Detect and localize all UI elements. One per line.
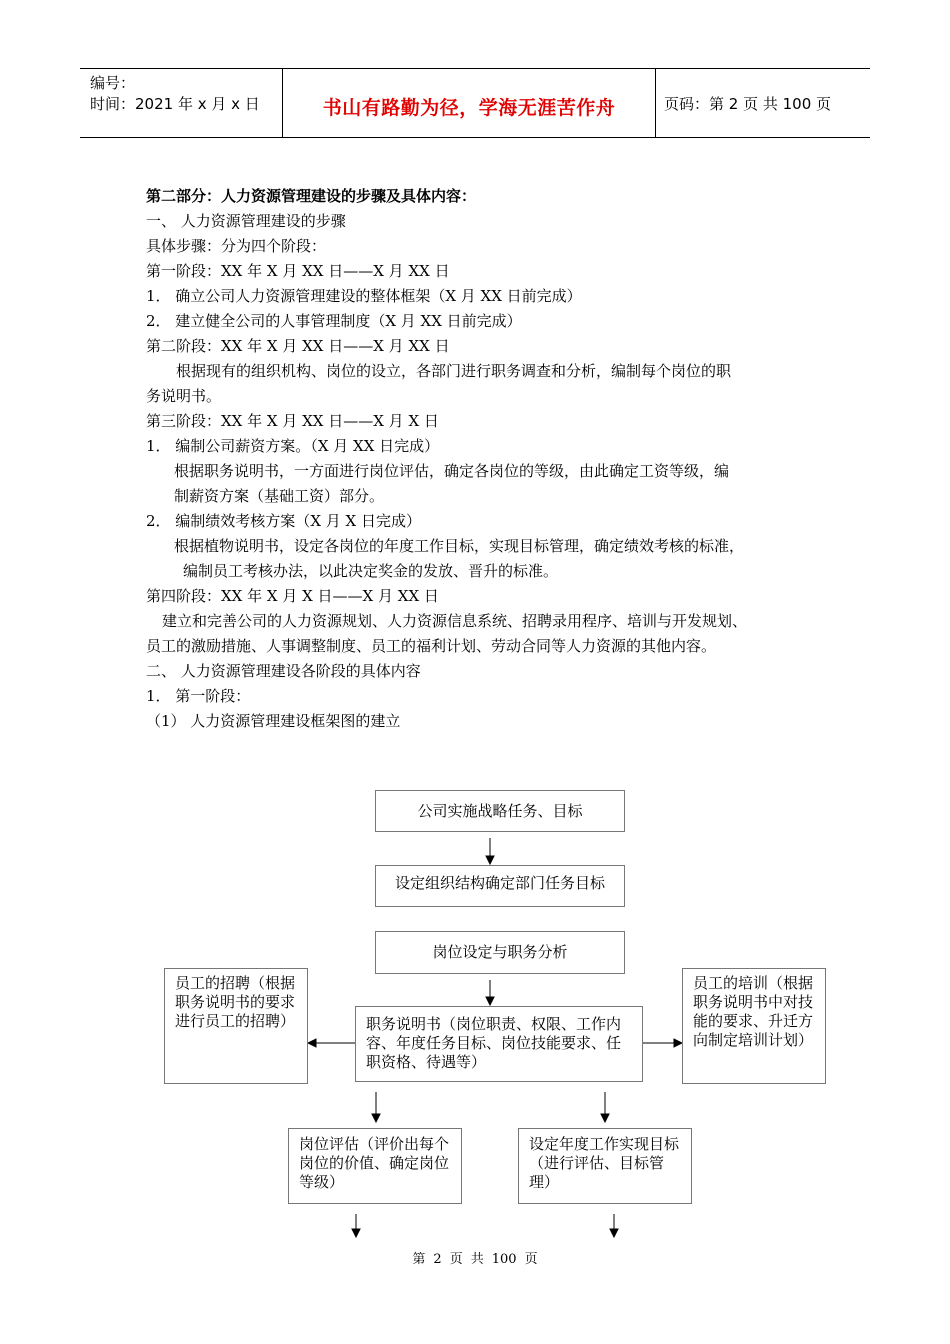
strategy-box: 公司实施战略任务、目标 — [375, 790, 625, 832]
text-line: 员工的激励措施、人事调整制度、员工的福利计划、劳动合同等人力资源的其他内容。 — [146, 637, 717, 655]
page-footer — [0, 1248, 950, 1267]
text-line: 第一阶段：XX 年 X 月 XX 日——X 月 XX 日 — [146, 262, 450, 280]
text-line: 第四阶段：XX 年 X 月 X 日——X 月 XX 日 — [146, 587, 439, 605]
text-line: 建立和完善公司的人力资源规划、人力资源信息系统、招聘录用程序、培训与开发规划、 — [162, 612, 748, 630]
job-analysis-box: 岗位设定与职务分析 — [375, 931, 625, 974]
footer-text: 共 — [470, 1252, 484, 1267]
text-line: 2． 建立健全公司的人事管理制度（X 月 XX 日前完成） — [146, 312, 522, 330]
job-evaluation-box: 岗位评估（评价出每个岗位的价值、确定岗位等级） — [288, 1128, 462, 1204]
text-line: 具体步骤：分为四个阶段： — [146, 237, 327, 255]
text-line: 2． 编制绩效考核方案（X 月 X 日完成） — [146, 512, 421, 530]
text-line: 1． 确立公司人力资源管理建设的整体框架（X 月 XX 日前完成） — [146, 287, 582, 305]
text-line: 务说明书。 — [146, 387, 222, 405]
motto: 书山有路勤为径，学海无涯苦作舟 — [322, 96, 616, 119]
training-box: 员工的培训（根据职务说明书中对技能的要求、升迁方向制定培训计划） — [682, 968, 826, 1084]
text-line: （1） 人力资源管理建设框架图的建立 — [146, 712, 401, 730]
text-line: 根据植物说明书，设定各岗位的年度工作目标，实现目标管理，确定绩效考核的标准， — [174, 537, 745, 555]
job-description-box: 职务说明书（岗位职责、权限、工作内容、年度任务目标、岗位技能要求、任职资格、待遇等） — [355, 1006, 643, 1082]
text-line: 二、 人力资源管理建设各阶段的具体内容 — [146, 662, 421, 680]
text-line: 第二阶段：XX 年 X 月 XX 日——X 月 XX 日 — [146, 337, 450, 355]
text-line: 第三阶段：XX 年 X 月 XX 日——X 月 X 日 — [146, 412, 439, 430]
time-label: 时间：2021 年 x 月 x 日 — [90, 95, 260, 113]
annual-goals-box: 设定年度工作实现目标（进行评估、目标管理） — [518, 1128, 692, 1204]
text-line: 制薪资方案（基础工资）部分。 — [174, 487, 385, 505]
recruitment-box: 员工的招聘（根据职务说明书的要求进行员工的招聘） — [164, 968, 308, 1084]
footer-text: 第 — [412, 1252, 426, 1267]
text-line: 1． 第一阶段： — [146, 687, 251, 705]
text-line: 根据职务说明书，一方面进行岗位评估，确定各岗位的等级，由此确定工资等级，编 — [174, 462, 730, 480]
org-structure-box: 设定组织结构确定部门任务目标 — [375, 865, 625, 907]
footer-total-pages: 100 — [491, 1252, 517, 1267]
section-title: 第二部分：人力资源管理建设的步骤及具体内容： — [146, 187, 477, 205]
text-line: 编制员工考核办法，以此决定奖金的发放、晋升的标准。 — [183, 562, 559, 580]
footer-text: 页 — [524, 1252, 538, 1267]
footer-page-number: 2 — [433, 1252, 442, 1267]
footer-text: 页 — [449, 1252, 463, 1267]
page-info: 页码：第 2 页 共 100 页 — [664, 94, 832, 113]
text-line: 一、 人力资源管理建设的步骤 — [146, 212, 346, 230]
text-line: 1． 编制公司薪资方案。（X 月 XX 日完成） — [146, 437, 440, 455]
text-line: 根据现有的组织机构、岗位的设立，各部门进行职务调查和分析，编制每个岗位的职 — [176, 362, 732, 380]
serial-label: 编号： — [90, 74, 136, 92]
